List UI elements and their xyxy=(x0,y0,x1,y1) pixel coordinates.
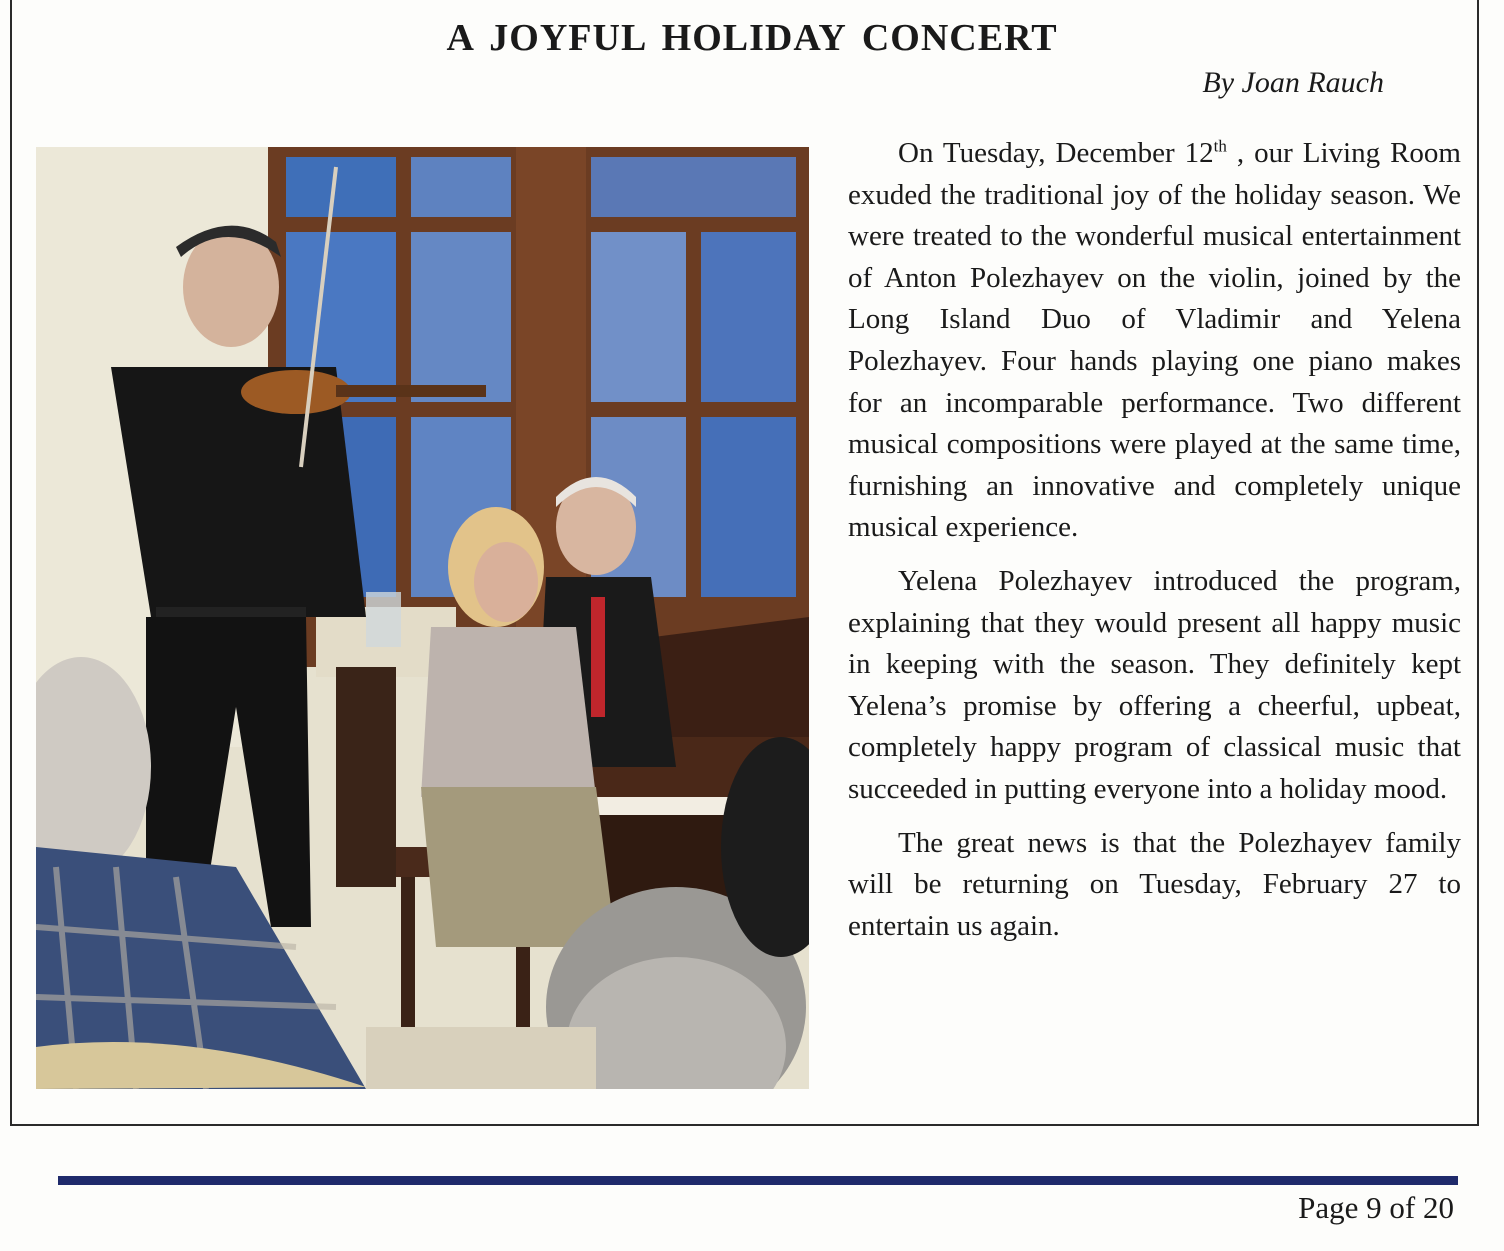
article-paragraph-2: Yelena Polezhayev introduced the program, explaining that they would present all happy music in keeping with the season. They definitely kept Yelena’s promise by offering a cheerful, upbeat, completely happy program of classical music that succeeded in putting everyone into a holiday mood. xyxy=(848,564,1461,805)
footer-rule xyxy=(58,1176,1458,1185)
article-title: A JOYFUL HOLIDAY CONCERT xyxy=(446,17,1058,59)
concert-photo xyxy=(36,147,809,1089)
page-number: Page 9 of 20 xyxy=(1298,1190,1454,1225)
ordinal-suffix: th xyxy=(1213,136,1227,156)
article-byline: By Joan Rauch xyxy=(1202,66,1384,99)
article-paragraph-1: On Tuesday, December 12th , our Living Room exuded the traditional joy of the holiday season. We were treated to the wonderful musical entertainment of Anton Polezhayev on the violin, joined by the Long Island Duo of Vladimir and Yelena Polezhayev. Four hands playing one piano makes for an incomparable performance. Two different musical compositions were played at the same time, furnishing an innovative and completely unique musical experience. xyxy=(848,136,1461,544)
article-body xyxy=(848,133,1461,959)
article-paragraph-3: The great news is that the Polezhayev family will be returning on Tuesday, February 27 to entertain us again. xyxy=(848,826,1461,942)
